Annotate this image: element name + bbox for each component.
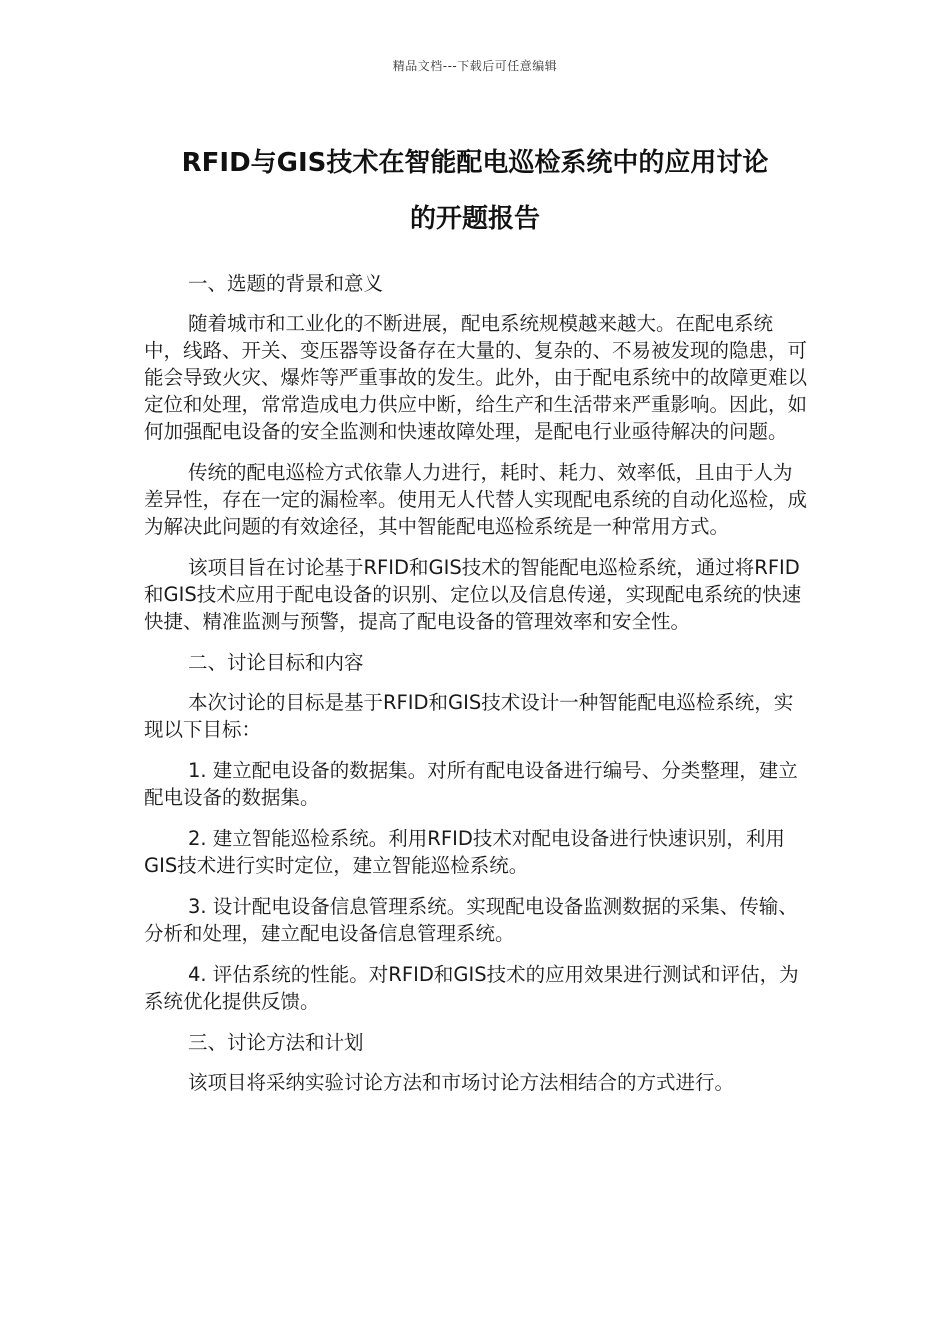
paragraph-background-1: 随着城市和工业化的不断进展，配电系统规模越来越大。在配电系统中，线路、开关、变压器等设备存在大量的、复杂的、不易被发现的隐患，可能会导致火灾、爆炸等严重事故的发生。此外，由于配电系统中的故障更难以定位和处理，常常造成电力供应中断，给生产和生活带来严重影响。因此，如何加强配电设备的安全监测和快速故障处理，是配电行业亟待解决的问题。: [144, 312, 808, 443]
title-line-1: RFID与GIS技术在智能配电巡检系统中的应用讨论: [181, 148, 769, 178]
goal-item-4: 4. 评估系统的性能。对RFID和GIS技术的应用效果进行测试和评估，为系统优化提供反馈。: [144, 963, 799, 1013]
section-heading-goals: 二、讨论目标和内容: [188, 651, 364, 674]
document-title: [120, 136, 830, 246]
paragraph-goals-intro: 本次讨论的目标是基于RFID和GIS技术设计一种智能配电巡检系统，实现以下目标：: [144, 691, 794, 741]
document-body: [144, 270, 808, 1110]
title-line-2: 的开题报告: [409, 204, 540, 234]
goal-item-1: 1. 建立配电设备的数据集。对所有配电设备进行编号、分类整理，建立配电设备的数据集。: [144, 759, 798, 809]
section-heading-methods: 三、讨论方法和计划: [188, 1031, 364, 1054]
paragraph-background-2: 传统的配电巡检方式依靠人力进行，耗时、耗力、效率低，且由于人为差异性，存在一定的漏检率。使用无人代替人实现配电系统的自动化巡检，成为解决此问题的有效途径，其中智能配电巡检系统是一种常用方式。: [144, 461, 808, 538]
goal-item-3: 3. 设计配电设备信息管理系统。实现配电设备监测数据的采集、传输、分析和处理，建立配电设备信息管理系统。: [144, 895, 798, 945]
paragraph-methods-1: 该项目将采纳实验讨论方法和市场讨论方法相结合的方式进行。: [188, 1071, 735, 1094]
section-heading-background: 一、选题的背景和意义: [188, 272, 384, 295]
goal-item-2: 2. 建立智能巡检系统。利用RFID技术对配电设备进行快速识别，利用GIS技术进行实时定位，建立智能巡检系统。: [144, 827, 785, 877]
page-header: 精品文档---下载后可任意编辑: [392, 59, 558, 73]
paragraph-background-3: 该项目旨在讨论基于RFID和GIS技术的智能配电巡检系统，通过将RFID和GIS技术应用于配电设备的识别、定位以及信息传递，实现配电系统的快速快捷、精准监测与预警，提高了配电设备的管理效率和安全性。: [144, 556, 802, 633]
